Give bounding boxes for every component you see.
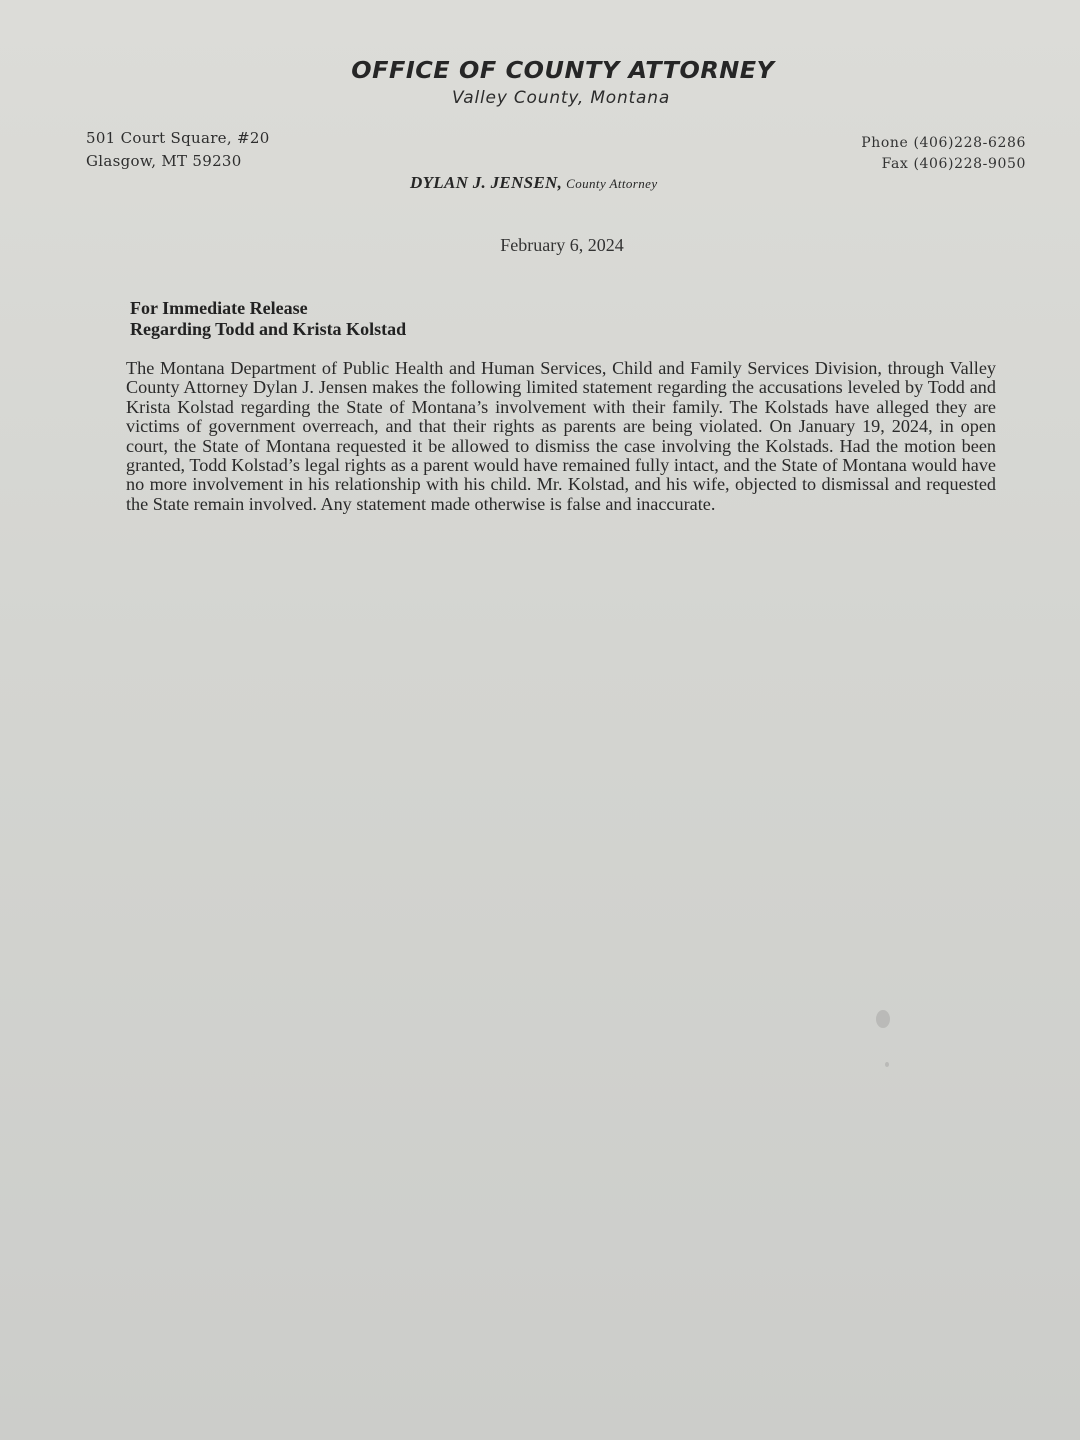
- letter-date: February 6, 2024: [500, 235, 624, 255]
- address-line-city: Glasgow, MT 59230: [86, 152, 242, 170]
- statement-body: The Montana Department of Public Health and Human Services, Child and Family Services Division, through Valley County Attorney Dylan J. Jensen makes the following limited statement regarding the accusations leveled by Todd and Krista Kolstad regarding the State of Montana’s involvement with their family. The Kolstads have alleged they are victims of government overreach, and that their rights as parents are being violated. On January 19, 2024, in open court, the State of Montana requested it be allowed to dismiss the case involving the Kolstads. Had the motion been granted, Todd Kolstad’s legal rights as a parent would have remained fully intact, and the State of Montana would have no more involvement in his relationship with his child. Mr. Kolstad, and his wife, objected to dismissal and requested the State remain involved. Any statement made otherwise is false and inaccurate.: [126, 358, 996, 514]
- paper-speck: [885, 1062, 889, 1067]
- office-address: [86, 127, 270, 173]
- release-heading-line2: Regarding Todd and Krista Kolstad: [130, 319, 407, 339]
- address-line-street: 501 Court Square, #20: [86, 129, 270, 147]
- office-contact: [861, 133, 1026, 175]
- paper-smudge: [876, 1010, 890, 1028]
- phone-number: Phone (406)228-6286: [861, 135, 1026, 151]
- fax-number: Fax (406)228-9050: [881, 156, 1026, 172]
- office-title: OFFICE OF COUNTY ATTORNEY: [351, 58, 775, 84]
- attorney-name: DYLAN J. JENSEN,: [410, 173, 563, 192]
- attorney-role: County Attorney: [566, 176, 658, 191]
- office-subtitle: Valley County, Montana: [451, 88, 671, 108]
- release-heading-line1: For Immediate Release: [130, 298, 308, 318]
- attorney-line: [410, 173, 658, 193]
- release-heading: [130, 298, 406, 340]
